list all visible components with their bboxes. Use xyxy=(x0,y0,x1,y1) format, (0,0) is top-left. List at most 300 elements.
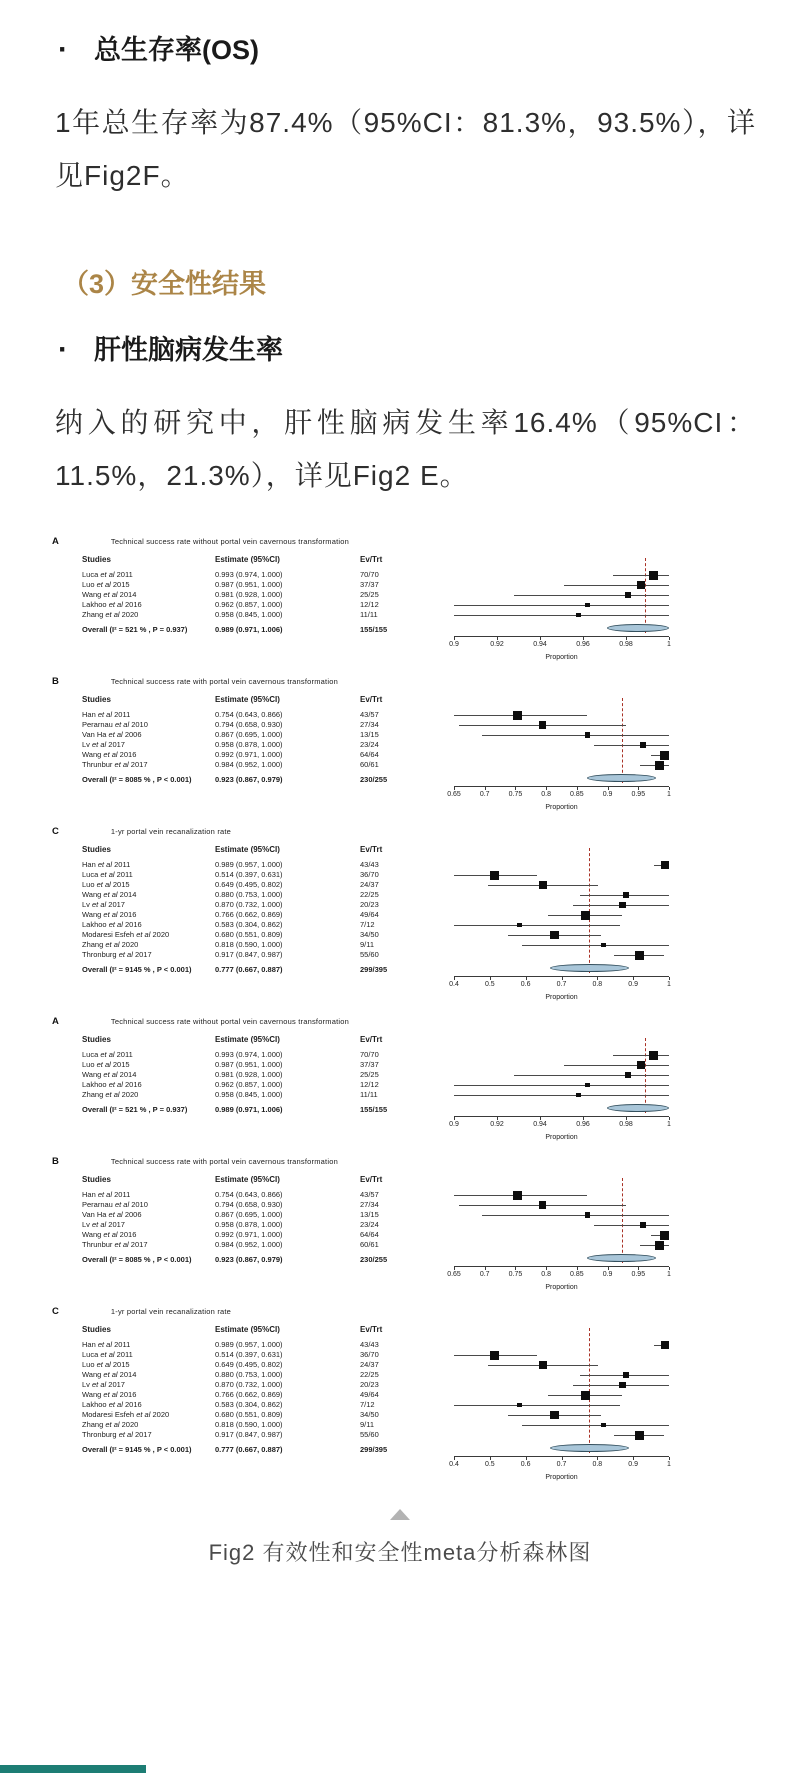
study-row xyxy=(82,880,452,890)
overall-diamond xyxy=(550,1444,629,1452)
study-estimate: 0.514 (0.397, 0.631) xyxy=(215,870,283,879)
point-estimate-marker xyxy=(601,1423,606,1428)
axis-tick-label: 0.4 xyxy=(449,981,459,988)
study-ev-trt: 43/57 xyxy=(360,710,379,719)
axis-tick-label: 0.9 xyxy=(449,1121,459,1128)
forest-figure-copy-2 xyxy=(40,1016,730,1481)
forest-panel-A xyxy=(40,536,730,661)
study-name: Han et al 2011 xyxy=(82,1190,131,1199)
ci-line xyxy=(454,925,620,926)
axis-tick xyxy=(562,1457,563,1460)
axis-title: Proportion xyxy=(545,654,578,661)
panel-title: 1-yr portal vein recanalization rate xyxy=(110,1307,232,1316)
study-estimate: 0.870 (0.732, 1.000) xyxy=(215,1380,283,1389)
forest-plot xyxy=(449,1323,689,1481)
column-header: Studies xyxy=(82,555,111,564)
point-estimate-marker xyxy=(623,892,630,899)
axis-tick-label: 1 xyxy=(667,1121,671,1128)
panel-title: Technical success rate without portal vein cavernous transformation xyxy=(110,537,349,546)
overall-estimate: 0.923 (0.867, 0.979) xyxy=(215,775,283,784)
overall-label: Overall (I² = 8085 % , P < 0.001) xyxy=(82,1255,192,1264)
study-estimate: 0.984 (0.952, 1.000) xyxy=(215,1240,283,1249)
study-estimate: 0.649 (0.495, 0.802) xyxy=(215,1360,283,1369)
axis-tick-label: 0.92 xyxy=(490,1121,504,1128)
axis-tick xyxy=(638,787,639,790)
point-estimate-marker xyxy=(585,1212,590,1217)
point-estimate-marker xyxy=(649,571,658,580)
study-ev-trt: 70/70 xyxy=(360,570,379,579)
overall-label: Overall (I² = 521 % , P = 0.937) xyxy=(82,625,188,634)
collapse-triangle-icon xyxy=(390,1509,410,1520)
ci-line xyxy=(564,585,669,586)
axis-tick-label: 1 xyxy=(667,981,671,988)
ci-line xyxy=(594,745,669,746)
study-name: Luca et al 2011 xyxy=(82,1350,133,1359)
table-header-row xyxy=(82,843,452,856)
study-name: Han et al 2011 xyxy=(82,860,131,869)
axis-tick xyxy=(562,977,563,980)
panel-letter: B xyxy=(52,676,59,687)
study-ev-trt: 12/12 xyxy=(360,1080,379,1089)
study-estimate: 0.981 (0.928, 1.000) xyxy=(215,590,283,599)
point-estimate-marker xyxy=(585,1083,590,1088)
study-estimate: 0.917 (0.847, 0.987) xyxy=(215,950,283,959)
study-estimate: 0.993 (0.974, 1.000) xyxy=(215,570,283,579)
os-heading: 总生存率(OS) xyxy=(94,35,259,65)
study-estimate: 0.818 (0.590, 1.000) xyxy=(215,1420,283,1429)
study-estimate: 0.993 (0.974, 1.000) xyxy=(215,1050,283,1059)
plot-area xyxy=(454,693,669,786)
panel-title: Technical success rate without portal vein cavernous transformation xyxy=(110,1017,349,1026)
study-name: Wang et al 2016 xyxy=(82,1230,137,1239)
point-estimate-marker xyxy=(623,1372,630,1379)
forest-plot xyxy=(447,693,689,811)
axis-tick xyxy=(490,977,491,980)
axis-tick xyxy=(454,1267,455,1270)
point-estimate-marker xyxy=(649,1051,658,1060)
point-estimate-marker xyxy=(517,923,522,928)
axis-tick xyxy=(669,1267,670,1270)
table-header-row xyxy=(82,693,452,706)
overall-label: Overall (I² = 9145 % , P < 0.001) xyxy=(82,1445,192,1454)
point-estimate-marker xyxy=(550,1411,559,1420)
panel-body xyxy=(40,843,730,1001)
study-ev-trt: 49/64 xyxy=(360,1390,379,1399)
bullet-dot: · xyxy=(58,33,68,66)
point-estimate-marker xyxy=(640,742,646,748)
study-name: Zhang et al 2020 xyxy=(82,610,139,619)
study-name: Zhang et al 2020 xyxy=(82,1420,139,1429)
study-estimate: 0.867 (0.695, 1.000) xyxy=(215,1210,283,1219)
point-estimate-marker xyxy=(660,751,669,760)
axis-tick-label: 0.92 xyxy=(490,641,504,648)
study-ev-trt: 27/34 xyxy=(360,720,379,729)
point-estimate-marker xyxy=(539,881,547,889)
study-ev-trt: 55/60 xyxy=(360,950,379,959)
forest-panel-C xyxy=(40,1306,730,1481)
overall-diamond xyxy=(587,1254,656,1262)
study-ev-trt: 55/60 xyxy=(360,1430,379,1439)
axis-tick xyxy=(638,1267,639,1270)
axis-title: Proportion xyxy=(545,1284,578,1291)
study-ev-trt: 20/23 xyxy=(360,1380,379,1389)
forest-plot xyxy=(449,553,689,661)
study-row xyxy=(82,1210,452,1220)
overall-row xyxy=(82,964,452,976)
axis-tick xyxy=(485,787,486,790)
study-row xyxy=(82,580,452,590)
column-header: Ev/Trt xyxy=(360,1325,383,1334)
point-estimate-marker xyxy=(576,1093,581,1098)
study-ev-trt: 34/50 xyxy=(360,930,379,939)
point-estimate-marker xyxy=(635,951,644,960)
column-header: Estimate (95%CI) xyxy=(215,555,280,564)
study-ev-trt: 36/70 xyxy=(360,870,379,879)
study-ev-trt: 34/50 xyxy=(360,1410,379,1419)
overall-ev-trt: 230/255 xyxy=(360,775,388,784)
study-row xyxy=(82,1400,452,1410)
study-estimate: 0.917 (0.847, 0.987) xyxy=(215,1430,283,1439)
point-estimate-marker xyxy=(581,911,590,920)
overall-ev-trt: 155/155 xyxy=(360,1105,388,1114)
forest-plot xyxy=(449,1033,689,1141)
study-estimate: 0.766 (0.662, 0.869) xyxy=(215,1390,283,1399)
axis-tick xyxy=(597,1457,598,1460)
study-row xyxy=(82,730,452,740)
study-row xyxy=(82,870,452,880)
overall-diamond xyxy=(607,1104,669,1112)
axis-tick-label: 0.8 xyxy=(541,1271,552,1278)
axis-tick xyxy=(454,977,455,980)
column-header: Ev/Trt xyxy=(360,695,383,704)
study-estimate: 0.870 (0.732, 1.000) xyxy=(215,900,283,909)
overall-estimate: 0.989 (0.971, 1.006) xyxy=(215,625,283,634)
study-estimate: 0.583 (0.304, 0.862) xyxy=(215,1400,283,1409)
ci-line xyxy=(454,1405,620,1406)
overall-diamond xyxy=(607,624,669,632)
point-estimate-marker xyxy=(637,581,645,589)
point-estimate-marker xyxy=(490,871,499,880)
x-axis xyxy=(447,786,671,798)
study-name: Wang et al 2014 xyxy=(82,890,137,899)
overall-diamond xyxy=(587,774,656,782)
column-header: Estimate (95%CI) xyxy=(215,1035,280,1044)
studies-table xyxy=(40,693,452,811)
reference-line xyxy=(645,1038,646,1113)
study-ev-trt: 43/43 xyxy=(360,860,379,869)
axis-tick-label: 0.7 xyxy=(556,1461,567,1468)
study-row xyxy=(82,1340,452,1350)
axis-tick-label: 0.98 xyxy=(619,1121,633,1128)
study-row xyxy=(82,740,452,750)
axis-tick xyxy=(669,977,670,980)
point-estimate-marker xyxy=(637,1061,645,1069)
axis-tick xyxy=(583,1117,584,1120)
point-estimate-marker xyxy=(585,732,590,737)
study-row xyxy=(82,590,452,600)
panel-header xyxy=(40,1016,730,1027)
axis-tick-label: 1 xyxy=(667,791,671,798)
overall-row xyxy=(82,774,452,786)
axis-tick-label: 0.7 xyxy=(479,791,490,798)
study-row xyxy=(82,710,452,720)
ci-line xyxy=(564,1065,669,1066)
forest-panel-B xyxy=(40,676,730,811)
study-name: Wang et al 2016 xyxy=(82,1390,137,1399)
study-row xyxy=(82,750,452,760)
axis-tick xyxy=(608,787,609,790)
he-heading-row xyxy=(58,330,760,370)
study-ev-trt: 25/25 xyxy=(360,590,379,599)
study-name: Han et al 2011 xyxy=(82,1340,131,1349)
x-axis xyxy=(449,636,671,648)
study-estimate: 0.987 (0.951, 1.000) xyxy=(215,1060,283,1069)
study-row xyxy=(82,570,452,580)
he-paragraph: 纳入的研究中，肝性脑病发生率16.4%（95%CI：11.5%，21.3%），详见Fig2 E。 xyxy=(55,407,756,491)
axis-tick xyxy=(454,1117,455,1120)
point-estimate-marker xyxy=(513,1191,522,1200)
column-header: Estimate (95%CI) xyxy=(215,1325,280,1334)
study-ev-trt: 37/37 xyxy=(360,1060,379,1069)
overall-ev-trt: 299/395 xyxy=(360,1445,388,1454)
ci-line xyxy=(613,575,669,576)
study-row xyxy=(82,930,452,940)
point-estimate-marker xyxy=(490,1351,499,1360)
column-header: Ev/Trt xyxy=(360,1175,383,1184)
axis-tick-label: 0.8 xyxy=(592,1461,603,1468)
study-estimate: 0.958 (0.845, 1.000) xyxy=(215,610,283,619)
axis-tick-label: 0.5 xyxy=(484,1461,495,1468)
point-estimate-marker xyxy=(655,1241,664,1250)
study-name: Luca et al 2011 xyxy=(82,1050,133,1059)
study-estimate: 0.880 (0.753, 1.000) xyxy=(215,1370,283,1379)
axis-title: Proportion xyxy=(545,994,578,1001)
point-estimate-marker xyxy=(625,592,632,599)
axis-tick-label: 0.65 xyxy=(447,791,461,798)
overall-ev-trt: 155/155 xyxy=(360,625,388,634)
figure-caption: Fig2 有效性和安全性meta分析森林图 xyxy=(208,1540,592,1565)
study-estimate: 0.992 (0.971, 1.000) xyxy=(215,1230,283,1239)
bullet-dot: · xyxy=(58,333,68,366)
study-estimate: 0.794 (0.658, 0.930) xyxy=(215,720,283,729)
axis-tick-label: 0.4 xyxy=(449,1461,459,1468)
study-ev-trt: 24/37 xyxy=(360,1360,379,1369)
axis-tick-label: 0.95 xyxy=(631,1271,646,1278)
axis-tick xyxy=(515,787,516,790)
study-row xyxy=(82,1240,452,1250)
point-estimate-marker xyxy=(655,761,664,770)
study-name: Lakhoo et al 2016 xyxy=(82,600,142,609)
study-name: Han et al 2011 xyxy=(82,710,131,719)
point-estimate-marker xyxy=(539,1361,547,1369)
axis-tick xyxy=(669,637,670,640)
overall-label: Overall (I² = 9145 % , P < 0.001) xyxy=(82,965,192,974)
study-ev-trt: 9/11 xyxy=(360,940,375,949)
ci-line xyxy=(454,615,669,616)
axis-tick xyxy=(633,1457,634,1460)
ci-line xyxy=(594,1225,669,1226)
study-name: Luca et al 2011 xyxy=(82,570,133,579)
table-header-row xyxy=(82,553,452,566)
point-estimate-marker xyxy=(661,861,669,869)
axis-tick-label: 0.96 xyxy=(576,641,590,648)
study-row xyxy=(82,1430,452,1440)
study-estimate: 0.766 (0.662, 0.869) xyxy=(215,910,283,919)
axis-tick-label: 0.9 xyxy=(449,641,459,648)
axis-tick xyxy=(626,637,627,640)
study-name: Wang et al 2016 xyxy=(82,750,137,759)
study-ev-trt: 43/43 xyxy=(360,1340,379,1349)
ci-line xyxy=(482,735,669,736)
axis-tick xyxy=(546,1267,547,1270)
panel-letter: A xyxy=(52,536,59,547)
forest-plot xyxy=(449,843,689,1001)
study-row xyxy=(82,950,452,960)
axis-tick-label: 0.94 xyxy=(533,1121,547,1128)
panel-header xyxy=(40,536,730,547)
reference-line xyxy=(622,698,623,783)
ci-line xyxy=(454,1095,669,1096)
study-name: Thrunbur et al 2017 xyxy=(82,1240,148,1249)
study-ev-trt: 7/12 xyxy=(360,920,375,929)
study-name: Luo et al 2015 xyxy=(82,880,130,889)
panel-body xyxy=(40,1173,730,1291)
os-paragraph: 1年总生存率为87.4%（95%CI：81.3%，93.5%），详见Fig2F。 xyxy=(55,107,756,191)
study-estimate: 0.962 (0.857, 1.000) xyxy=(215,600,283,609)
axis-tick xyxy=(497,637,498,640)
axis-tick-label: 1 xyxy=(667,641,671,648)
forest-panel-B xyxy=(40,1156,730,1291)
point-estimate-marker xyxy=(640,1222,646,1228)
axis-tick xyxy=(669,787,670,790)
forest-plot-figure[interactable] xyxy=(40,536,730,1481)
studies-table xyxy=(40,1033,452,1141)
study-row xyxy=(82,1190,452,1200)
column-header: Studies xyxy=(82,1175,111,1184)
plot-area xyxy=(454,1173,669,1266)
study-name: Lakhoo et al 2016 xyxy=(82,1400,142,1409)
panel-header xyxy=(40,1306,730,1317)
study-row xyxy=(82,1390,452,1400)
study-estimate: 0.981 (0.928, 1.000) xyxy=(215,1070,283,1079)
point-estimate-marker xyxy=(585,603,590,608)
point-estimate-marker xyxy=(513,711,522,720)
column-header: Ev/Trt xyxy=(360,845,383,854)
axis-tick xyxy=(633,977,634,980)
panel-body xyxy=(40,1033,730,1141)
study-row xyxy=(82,1360,452,1370)
axis-tick xyxy=(526,977,527,980)
study-row xyxy=(82,760,452,770)
axis-title: Proportion xyxy=(545,1134,578,1141)
study-name: Lv et al 2017 xyxy=(82,1220,125,1229)
overall-row xyxy=(82,1254,452,1266)
panel-header xyxy=(40,826,730,837)
study-name: Lakhoo et al 2016 xyxy=(82,1080,142,1089)
point-estimate-marker xyxy=(619,1382,625,1388)
column-header: Studies xyxy=(82,695,111,704)
column-header: Estimate (95%CI) xyxy=(215,845,280,854)
study-estimate: 0.794 (0.658, 0.930) xyxy=(215,1200,283,1209)
axis-tick xyxy=(490,1457,491,1460)
ci-line xyxy=(454,1085,669,1086)
study-name: Luo et al 2015 xyxy=(82,580,130,589)
axis-tick-label: 0.98 xyxy=(619,641,633,648)
study-row xyxy=(82,1230,452,1240)
study-name: Lv et al 2017 xyxy=(82,900,125,909)
study-name: Wang et al 2016 xyxy=(82,910,137,919)
study-ev-trt: 36/70 xyxy=(360,1350,379,1359)
axis-tick-label: 0.94 xyxy=(533,641,547,648)
study-estimate: 0.992 (0.971, 1.000) xyxy=(215,750,283,759)
study-ev-trt: 11/11 xyxy=(360,610,378,619)
study-ev-trt: 60/61 xyxy=(360,1240,379,1249)
study-row xyxy=(82,1050,452,1060)
axis-tick xyxy=(485,1267,486,1270)
study-row xyxy=(82,1370,452,1380)
study-row xyxy=(82,1060,452,1070)
axis-tick-label: 0.95 xyxy=(631,791,646,798)
overall-estimate: 0.777 (0.667, 0.887) xyxy=(215,965,283,974)
he-heading: 肝性脑病发生率 xyxy=(94,335,283,365)
axis-tick-label: 0.65 xyxy=(447,1271,461,1278)
axis-tick xyxy=(626,1117,627,1120)
plot-area xyxy=(454,1323,669,1456)
study-estimate: 0.987 (0.951, 1.000) xyxy=(215,580,283,589)
column-header: Studies xyxy=(82,1325,111,1334)
study-name: Wang et al 2014 xyxy=(82,590,137,599)
panel-letter: C xyxy=(52,1306,59,1317)
axis-tick-label: 0.9 xyxy=(628,981,639,988)
panel-title: Technical success rate with portal vein cavernous transformation xyxy=(110,677,338,686)
study-ev-trt: 27/34 xyxy=(360,1200,379,1209)
point-estimate-marker xyxy=(635,1431,644,1440)
axis-tick xyxy=(540,637,541,640)
study-ev-trt: 25/25 xyxy=(360,1070,379,1079)
studies-table xyxy=(40,1323,452,1481)
overall-label: Overall (I² = 8085 % , P < 0.001) xyxy=(82,775,192,784)
study-estimate: 0.754 (0.643, 0.866) xyxy=(215,710,283,719)
study-ev-trt: 24/37 xyxy=(360,880,379,889)
study-ev-trt: 13/15 xyxy=(360,1210,379,1219)
study-ev-trt: 7/12 xyxy=(360,1400,375,1409)
point-estimate-marker xyxy=(581,1391,590,1400)
study-row xyxy=(82,610,452,620)
point-estimate-marker xyxy=(660,1231,669,1240)
ci-line xyxy=(613,1055,669,1056)
study-ev-trt: 13/15 xyxy=(360,730,379,739)
ci-line xyxy=(514,1075,669,1076)
study-name: Zhang et al 2020 xyxy=(82,940,139,949)
study-name: Van Ha et al 2006 xyxy=(82,730,142,739)
axis-tick-label: 0.75 xyxy=(508,1271,523,1278)
study-ev-trt: 49/64 xyxy=(360,910,379,919)
study-ev-trt: 64/64 xyxy=(360,750,379,759)
study-ev-trt: 23/24 xyxy=(360,1220,379,1229)
axis-tick xyxy=(515,1267,516,1270)
study-estimate: 0.680 (0.551, 0.809) xyxy=(215,1410,283,1419)
x-axis xyxy=(449,976,671,988)
study-ev-trt: 11/11 xyxy=(360,1090,378,1099)
point-estimate-marker xyxy=(539,1201,546,1208)
ci-line xyxy=(454,605,669,606)
axis-tick-label: 0.7 xyxy=(479,1271,490,1278)
study-estimate: 0.649 (0.495, 0.802) xyxy=(215,880,283,889)
study-row xyxy=(82,1080,452,1090)
study-row xyxy=(82,1410,452,1420)
reference-line xyxy=(645,558,646,633)
study-estimate: 0.583 (0.304, 0.862) xyxy=(215,920,283,929)
